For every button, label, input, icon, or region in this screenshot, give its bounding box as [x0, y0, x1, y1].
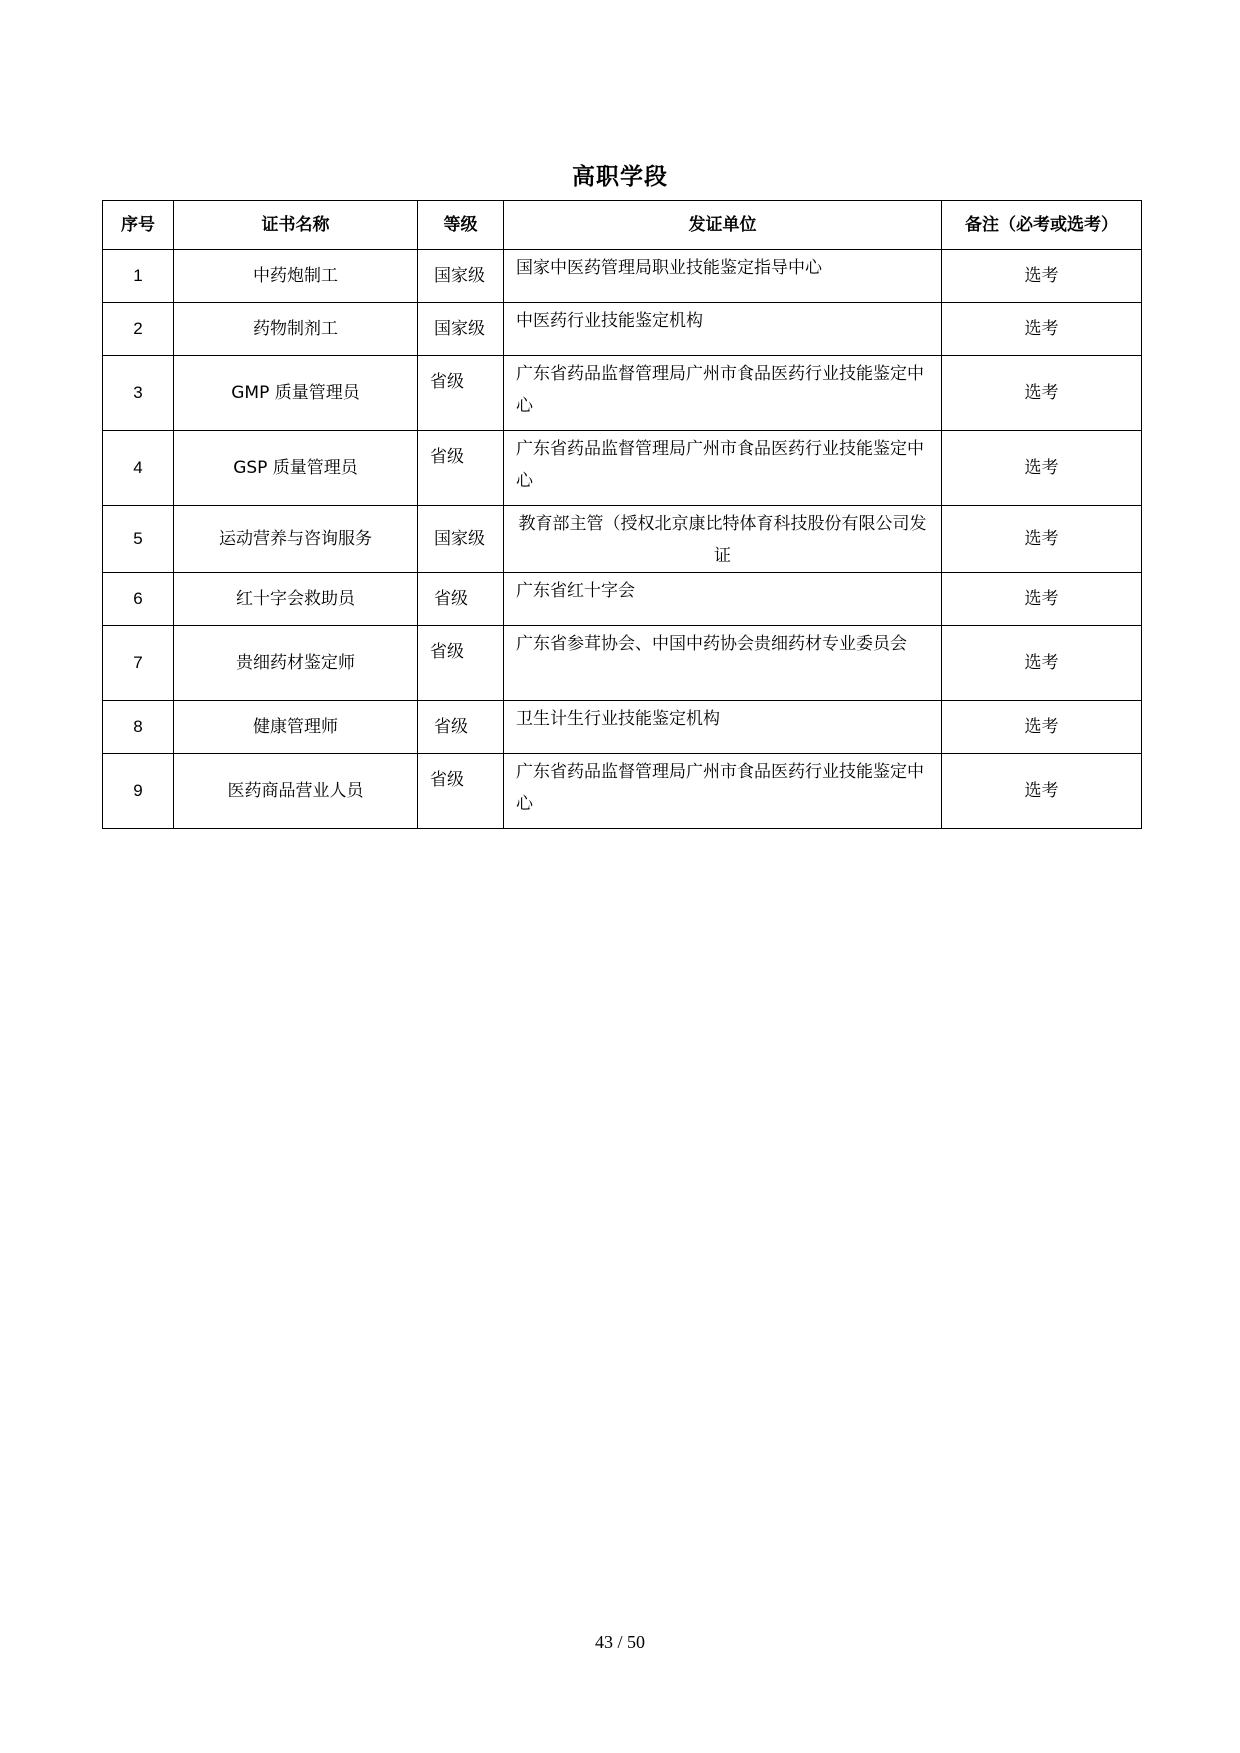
- cell-cert-name: 药物制剂工: [174, 303, 418, 356]
- cell-no: 2: [103, 303, 174, 356]
- cell-issuer: 教育部主管（授权北京康比特体育科技股份有限公司发证: [504, 506, 942, 573]
- cell-issuer: 广东省药品监督管理局广州市食品医药行业技能鉴定中心: [504, 356, 942, 431]
- table-row: [103, 754, 1142, 829]
- cell-level: 国家级: [418, 506, 504, 573]
- cell-cert-name: 运动营养与咨询服务: [174, 506, 418, 573]
- page-title: 高职学段: [572, 164, 668, 190]
- cell-note: 选考: [942, 701, 1142, 754]
- cell-no: 6: [103, 573, 174, 626]
- cell-issuer: 广东省药品监督管理局广州市食品医药行业技能鉴定中心: [504, 754, 942, 829]
- cell-issuer: 卫生计生行业技能鉴定机构: [504, 701, 942, 754]
- cell-level: 省级: [418, 431, 504, 506]
- cell-no: 1: [103, 250, 174, 303]
- cell-cert-name: 中药炮制工: [174, 250, 418, 303]
- certificate-table: [102, 200, 1142, 829]
- table-row: [103, 356, 1142, 431]
- cell-no: 3: [103, 356, 174, 431]
- table-row: [103, 431, 1142, 506]
- cell-no: 9: [103, 754, 174, 829]
- header-cert-name: 证书名称: [174, 201, 418, 250]
- header-level: 等级: [418, 201, 504, 250]
- table-header-row: [103, 201, 1142, 250]
- cell-note: 选考: [942, 303, 1142, 356]
- cell-cert-name: 健康管理师: [174, 701, 418, 754]
- cell-note: 选考: [942, 431, 1142, 506]
- cell-level: 省级: [418, 626, 504, 701]
- cell-level: 省级: [418, 754, 504, 829]
- header-no: 序号: [103, 201, 174, 250]
- cell-cert-name: 红十字会救助员: [174, 573, 418, 626]
- header-issuer: 发证单位: [504, 201, 942, 250]
- cell-no: 8: [103, 701, 174, 754]
- cell-level: 国家级: [418, 303, 504, 356]
- cell-level: 省级: [418, 573, 504, 626]
- cell-cert-name: 医药商品营业人员: [174, 754, 418, 829]
- cell-issuer: 广东省药品监督管理局广州市食品医药行业技能鉴定中心: [504, 431, 942, 506]
- cell-no: 4: [103, 431, 174, 506]
- cell-note: 选考: [942, 356, 1142, 431]
- cell-note: 选考: [942, 250, 1142, 303]
- table-row: [103, 701, 1142, 754]
- cell-no: 5: [103, 506, 174, 573]
- cell-cert-name: GSP 质量管理员: [174, 431, 418, 506]
- table-row: [103, 626, 1142, 701]
- cell-note: 选考: [942, 626, 1142, 701]
- page-number: 43 / 50: [594, 1632, 645, 1652]
- cell-note: 选考: [942, 754, 1142, 829]
- cell-note: 选考: [942, 573, 1142, 626]
- cell-cert-name: GMP 质量管理员: [174, 356, 418, 431]
- cell-level: 省级: [418, 701, 504, 754]
- table-row: [103, 573, 1142, 626]
- cell-issuer: 国家中医药管理局职业技能鉴定指导中心: [504, 250, 942, 303]
- cell-cert-name: 贵细药材鉴定师: [174, 626, 418, 701]
- cell-no: 7: [103, 626, 174, 701]
- cell-issuer: 广东省红十字会: [504, 573, 942, 626]
- cell-level: 国家级: [418, 250, 504, 303]
- cell-level: 省级: [418, 356, 504, 431]
- cell-issuer: 中医药行业技能鉴定机构: [504, 303, 942, 356]
- table-row: [103, 250, 1142, 303]
- cell-issuer: 广东省参茸协会、中国中药协会贵细药材专业委员会: [504, 626, 942, 701]
- cell-note: 选考: [942, 506, 1142, 573]
- table-row: [103, 303, 1142, 356]
- header-note: 备注（必考或选考）: [942, 201, 1142, 250]
- table-row: [103, 506, 1142, 573]
